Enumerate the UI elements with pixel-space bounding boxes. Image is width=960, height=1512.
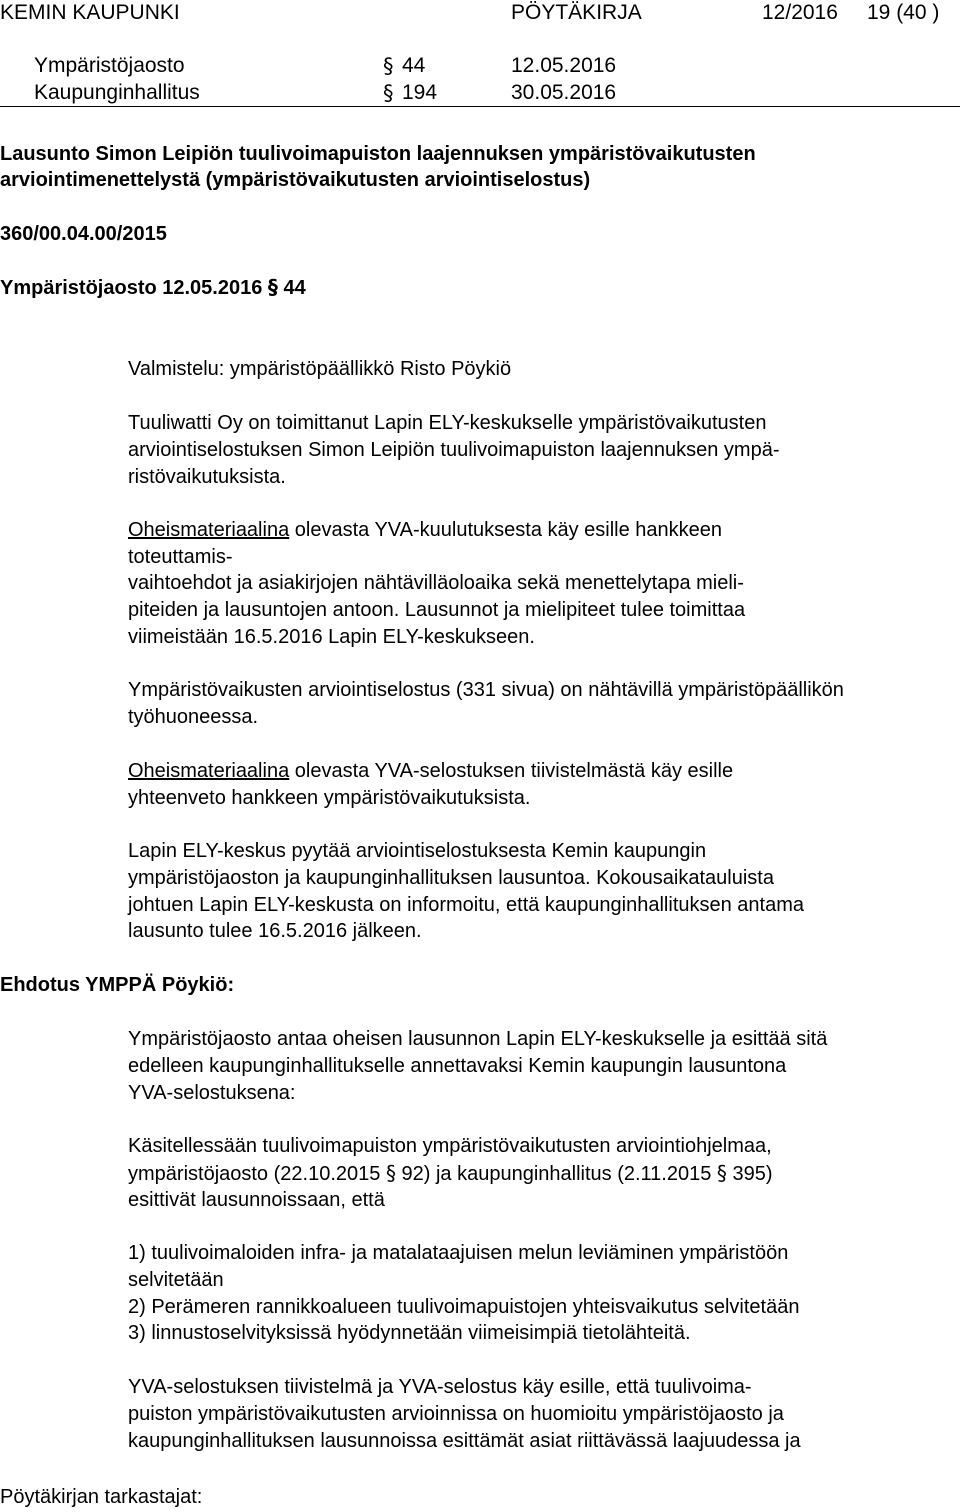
list-item: selvitetään — [128, 1269, 224, 1291]
section-heading — [0, 274, 306, 302]
list-item: 1) tuulivoimaloiden infra- ja matalataajuisen melun leviäminen ympäristöön — [128, 1242, 789, 1264]
attachment-link[interactable]: Oheismateriaalina — [128, 760, 290, 782]
paragraph-line: työhuoneessa. — [128, 706, 259, 728]
paragraph-text: olevasta YVA-selostuksen tiivistelmästä käy esille — [289, 760, 734, 782]
paragraph-line: puiston ympäristövaikutusten arvioinnissa on huomioitu ympäristöjaosto ja — [128, 1403, 784, 1425]
paragraph-line: Käsitellessään tuulivoimapuiston ympäristövaikutusten arviointiohjelmaa, — [128, 1135, 772, 1157]
paragraph-line: ristövaikutuksista. — [128, 466, 286, 488]
section-heading-number: 44 — [283, 277, 306, 299]
proposal-label: Ehdotus YMPPÄ Pöykiö: — [0, 974, 235, 996]
doc-type: PÖYTÄKIRJA — [511, 1, 642, 24]
meeting-date: 30.05.2016 — [511, 81, 617, 104]
paragraph-text: olevasta YVA-kuulutuksesta käy esille hankkeen — [289, 519, 723, 541]
paragraph-line — [128, 758, 733, 785]
paragraph-line: arviointiselostuksen Simon Leipiön tuulivoimapuiston laajennuksen ympä- — [128, 439, 780, 461]
title-line: arviointimenettelystä (ympäristövaikutusten arviointiselostus) — [0, 169, 591, 191]
paragraph-line: Lapin ELY-keskus pyytää arviointiselostuksesta Kemin kaupungin — [128, 840, 707, 862]
list-item: 3) linnustoselvityksissä hyödynnetään viimeisimpiä tietolähteitä. — [128, 1322, 691, 1344]
paragraph-line: toteuttamis- — [128, 546, 233, 568]
attachment-link[interactable]: Oheismateriaalina — [128, 519, 290, 541]
section-sign: § — [267, 275, 278, 299]
paragraph-line: kaupunginhallituksen lausunnoissa esittämät asiat riittävässä laajuudessa ja — [128, 1430, 801, 1452]
meeting-section: 44 — [402, 54, 426, 77]
section-sign: § — [385, 1161, 396, 1185]
paragraph-line: ympäristöjaoston ja kaupunginhallituksen lausuntoa. Kokousaikatauluista — [128, 867, 774, 889]
meeting-body: Kaupunginhallitus — [34, 81, 200, 104]
meeting-body: Ympäristöjaosto — [34, 54, 185, 77]
section-sign: § — [383, 81, 394, 105]
paragraph-line: YVA-selostuksena: — [128, 1082, 296, 1104]
paragraph-line — [128, 517, 722, 544]
paragraph-text: ympäristöjaosto (22.10.2015 — [128, 1163, 386, 1185]
org-name: KEMIN KAUPUNKI — [0, 1, 180, 24]
meeting-date: 12.05.2016 — [511, 54, 617, 77]
section-sign: § — [383, 54, 394, 78]
paragraph-line: Tuuliwatti Oy on toimittanut Lapin ELY-keskukselle ympäristövaikutusten — [128, 412, 767, 434]
paragraph-line: YVA-selostuksen tiivistelmä ja YVA-selostus käy esille, että tuulivoima- — [128, 1376, 752, 1398]
protocol-number: 12/2016 — [762, 1, 838, 24]
record-id: 360/00.04.00/2015 — [0, 223, 167, 245]
list-item: 2) Perämeren rannikkoalueen tuulivoimapuistojen yhteisvaikutus selvitetään — [128, 1296, 800, 1318]
footer-label: Pöytäkirjan tarkastajat: — [0, 1486, 203, 1508]
paragraph-line: esittivät lausunnoissaan, että — [128, 1189, 385, 1211]
paragraph-line: Ympäristöjaosto antaa oheisen lausunnon Lapin ELY-keskukselle ja esittää sitä — [128, 1028, 828, 1050]
paragraph-line: edelleen kaupunginhallitukselle annettavaksi Kemin kaupungin lausuntona — [128, 1055, 787, 1077]
paragraph-line: Ympäristövaikusten arviointiselostus (331 sivua) on nähtävillä ympäristöpäällikön — [128, 679, 844, 701]
paragraph-line: yhteenveto hankkeen ympäristövaikutuksista. — [128, 787, 531, 809]
paragraph-line: piteiden ja lausuntojen antoon. Lausunnot ja mielipiteet tulee toimittaa — [128, 599, 746, 621]
section-sign: § — [716, 1161, 727, 1185]
title-line: Lausunto Simon Leipiön tuulivoimapuiston laajennuksen ympäristövaikutusten — [0, 143, 756, 165]
page-number: 19 (40 ) — [867, 1, 940, 24]
section-heading-text: Ympäristöjaosto 12.05.2016 — [0, 277, 263, 299]
paragraph-line — [128, 1160, 773, 1188]
paragraph-line: vaihtoehdot ja asiakirjojen nähtävilläoloaika sekä menettelytapa mieli- — [128, 572, 744, 594]
meeting-section: 194 — [402, 81, 438, 104]
paragraph-text: 395) — [726, 1163, 773, 1185]
paragraph-line: johtuen Lapin ELY-keskusta on informoitu, että kaupunginhallituksen antama — [128, 894, 805, 916]
header-divider — [0, 106, 960, 107]
preparer: Valmistelu: ympäristöpäällikkö Risto Pöykiö — [128, 358, 512, 380]
paragraph-text: 92) ja kaupunginhallitus (2.11.2015 — [395, 1163, 717, 1185]
paragraph-line: lausunto tulee 16.5.2016 jälkeen. — [128, 920, 422, 942]
paragraph-line: viimeistään 16.5.2016 Lapin ELY-keskukseen. — [128, 626, 535, 648]
